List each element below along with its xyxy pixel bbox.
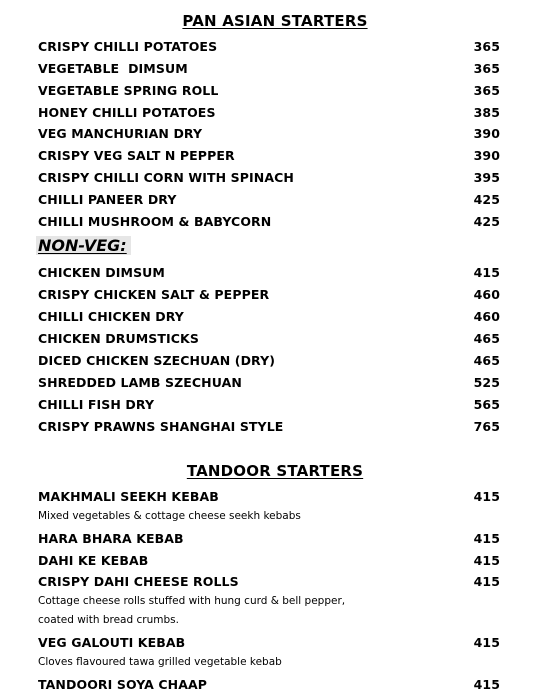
- item-price: 465: [473, 330, 500, 346]
- item-name: CRISPY CHILLI CORN WITH SPINACH: [38, 169, 294, 185]
- item-price: 460: [473, 286, 500, 302]
- menu-item: [38, 394, 500, 414]
- item-price: 525: [473, 374, 500, 390]
- item-price: 415: [473, 552, 500, 568]
- item-price: 415: [473, 488, 500, 504]
- item-price: 460: [473, 308, 500, 324]
- menu-item: [38, 102, 500, 122]
- item-name: CRISPY CHILLI POTATOES: [38, 38, 218, 54]
- item-name: CHILLI CHICKEN DRY: [38, 308, 184, 324]
- item-price: 395: [473, 169, 500, 185]
- section-title-tandoor: TANDOOR STARTERS: [186, 462, 364, 480]
- menu-item: [38, 550, 500, 570]
- menu-item: [38, 306, 500, 326]
- item-description: coated with bread crumbs.: [38, 614, 179, 626]
- menu-item: [38, 262, 500, 282]
- item-price: 365: [473, 60, 500, 76]
- item-name: VEGETABLE SPRING ROLL: [38, 82, 219, 98]
- item-name: CRISPY PRAWNS SHANGHAI STYLE: [38, 418, 284, 434]
- item-name: CHILLI MUSHROOM & BABYCORN: [38, 213, 272, 229]
- menu-item: [38, 211, 500, 231]
- menu-item: [38, 350, 500, 370]
- item-name: TANDOORI SOYA CHAAP: [38, 676, 208, 692]
- item-description: Mixed vegetables & cottage cheese seekh kebabs: [38, 510, 301, 522]
- item-price: 415: [473, 676, 500, 692]
- item-name: CRISPY DAHI CHEESE ROLLS: [38, 573, 239, 589]
- item-price: 765: [473, 418, 500, 434]
- menu-item: [38, 416, 500, 436]
- item-name: CHICKEN DIMSUM: [38, 264, 165, 280]
- menu-item: [38, 36, 500, 56]
- item-price: 425: [473, 191, 500, 207]
- item-name: DICED CHICKEN SZECHUAN (DRY): [38, 352, 276, 368]
- menu-item: [38, 167, 500, 187]
- item-price: 385: [473, 104, 500, 120]
- item-price: 390: [473, 125, 500, 141]
- menu-item: [38, 58, 500, 78]
- item-price: 365: [473, 82, 500, 98]
- item-price: 415: [473, 530, 500, 546]
- menu-item: [38, 145, 500, 165]
- nonveg-heading: NON-VEG:: [36, 236, 131, 255]
- item-price: 425: [473, 213, 500, 229]
- item-price: 365: [473, 38, 500, 54]
- item-name: CHICKEN DRUMSTICKS: [38, 330, 199, 346]
- item-price: 415: [473, 634, 500, 650]
- item-price: 415: [473, 573, 500, 589]
- item-name: VEG MANCHURIAN DRY: [38, 125, 203, 141]
- item-name: CRISPY VEG SALT N PEPPER: [38, 147, 235, 163]
- menu-item: [38, 284, 500, 304]
- menu-item: [38, 632, 500, 652]
- item-description: Cloves flavoured tawa grilled vegetable kebab: [38, 656, 282, 668]
- item-name: VEG GALOUTI KEBAB: [38, 634, 186, 650]
- menu-item: [38, 189, 500, 209]
- menu-item: [38, 123, 500, 143]
- menu-item: [38, 486, 500, 506]
- item-name: HARA BHARA KEBAB: [38, 530, 184, 546]
- menu-item: [38, 80, 500, 100]
- item-name: MAKHMALI SEEKH KEBAB: [38, 488, 219, 504]
- item-name: CHILLI FISH DRY: [38, 396, 155, 412]
- item-name: CRISPY CHICKEN SALT & PEPPER: [38, 286, 270, 302]
- menu-item: [38, 372, 500, 392]
- item-price: 565: [473, 396, 500, 412]
- item-name: CHILLI PANEER DRY: [38, 191, 177, 207]
- menu-item: [38, 571, 500, 591]
- item-name: SHREDDED LAMB SZECHUAN: [38, 374, 242, 390]
- section-title-pan-asian: PAN ASIAN STARTERS: [182, 12, 368, 30]
- menu-item: [38, 328, 500, 348]
- menu-item: [38, 674, 500, 694]
- item-price: 465: [473, 352, 500, 368]
- item-name: HONEY CHILLI POTATOES: [38, 104, 216, 120]
- menu-item: [38, 528, 500, 548]
- item-price: 390: [473, 147, 500, 163]
- item-name: DAHI KE KEBAB: [38, 552, 149, 568]
- item-price: 415: [473, 264, 500, 280]
- item-description: Cottage cheese rolls stuffed with hung curd & bell pepper,: [38, 595, 346, 607]
- item-name: VEGETABLE DIMSUM: [38, 60, 188, 76]
